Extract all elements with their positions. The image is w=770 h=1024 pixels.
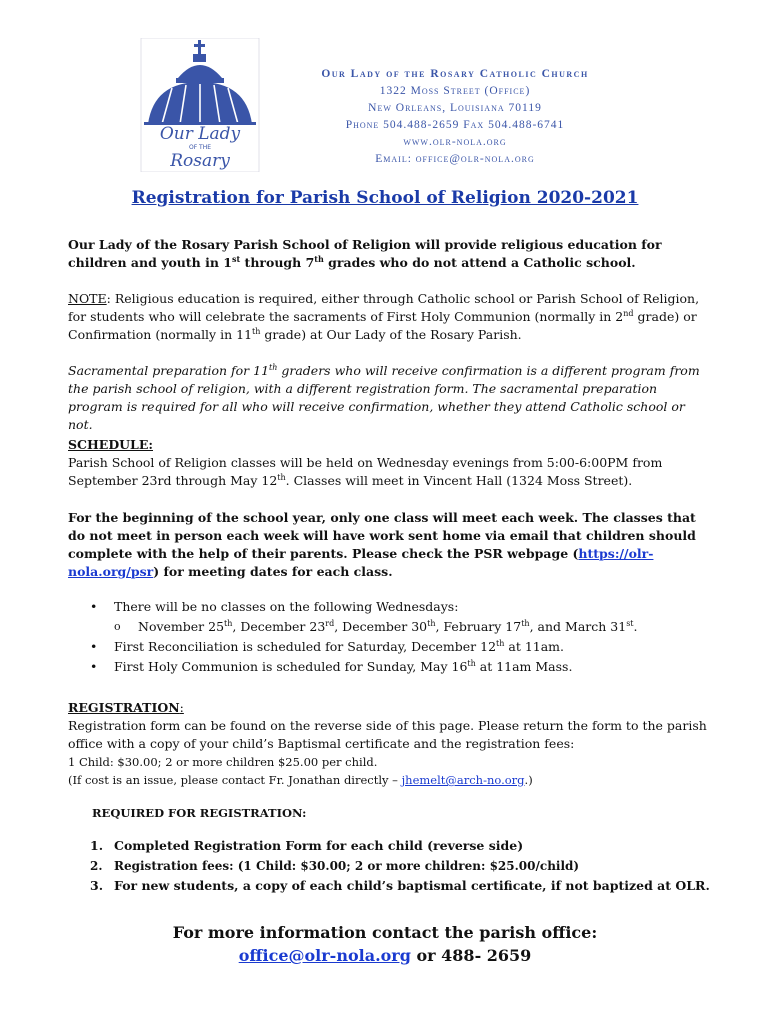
list-item: 2. Registration fees: (1 Child: $30.00; 2 or more children: $25.00/child) xyxy=(90,859,580,873)
registration-heading: REGISTRATION: xyxy=(68,700,184,715)
registration-text: Registration form can be found on the reverse side of this page. Please return the form to the parish office with a copy of your child’s Baptismal certificate and the registration fees: xyxy=(68,718,707,751)
footer-line1: For more information contact the parish office: xyxy=(172,923,598,942)
required-heading: REQUIRED FOR REGISTRATION: xyxy=(92,806,307,820)
church-email[interactable]: Email: office@olr-nola.org xyxy=(375,153,535,165)
office-email-link[interactable]: office@olr-nola.org xyxy=(238,946,411,965)
church-city: New Orleans, Louisiana 70119 xyxy=(368,102,542,114)
registration-cost-note: (If cost is an issue, please contact Fr. Jonathan directly – jhemelt@arch-no.org.) xyxy=(68,773,533,787)
schedule-heading: SCHEDULE: xyxy=(68,437,153,452)
church-address: 1322 Moss Street (Office) xyxy=(379,85,531,97)
intro-paragraph: Our Lady of the Rosary Parish School of Religion will provide religious education for children and youth in 1st through 7th grades who do not attend a Catholic school. xyxy=(68,237,662,270)
note-paragraph: NOTE: Religious education is required, either through Catholic school or Parish School of Religion, for students who will celebrate the sacraments of First Holy Communion (normally in 2nd grade) or Confirmation (normally in 11th grade) at Our Lady of the Rosary Parish. xyxy=(68,291,700,342)
logo-line2: OF THE xyxy=(188,144,212,151)
list-item: o November 25th, December 23rd, December 30th, February 17th, and March 31st. xyxy=(90,617,638,637)
schedule-text: Parish School of Religion classes will be held on Wednesday evenings from 5:00-6:00PM from September 23rd through May 12th. Classes will meet in Vincent Hall (1324 Moss Street). xyxy=(68,455,663,488)
list-item: • First Holy Communion is scheduled for Sunday, May 16th at 11am Mass. xyxy=(90,657,638,677)
required-list xyxy=(90,836,710,896)
church-name: Our Lady of the Rosary Catholic Church xyxy=(321,68,589,80)
schedule-bullets xyxy=(90,597,638,677)
logo-line1: Our Lady xyxy=(159,124,241,144)
psr-link[interactable]: https://olr-nola.org/psr xyxy=(68,546,654,579)
registration-section xyxy=(68,699,713,789)
list-item: 1. Completed Registration Form for each child (reverse side) xyxy=(90,838,524,853)
list-item: • There will be no classes on the following Wednesdays: xyxy=(90,597,638,617)
schedule-section xyxy=(68,436,713,490)
church-web[interactable]: www.olr-nola.org xyxy=(403,136,507,148)
footer-line2: office@olr-nola.org or 488- 2659 xyxy=(238,946,532,965)
sacramental-paragraph: Sacramental preparation for 11th graders who will receive confirmation is a different program from the parish school of religion, with a different registration form. The sacramental preparation program is required for all who will receive confirmation, whether they attend Catholic school or not. xyxy=(68,362,700,432)
contact-email-link[interactable]: jhemelt@arch-no.org xyxy=(401,773,525,787)
list-item: • First Reconciliation is scheduled for Saturday, December 12th at 11am. xyxy=(90,637,638,657)
beginning-paragraph: For the beginning of the school year, only one class will meet each week. The classes that do not meet in person each week will have work sent home via email that children should complete with the help of their parents. Please check the PSR webpage (https://olr-nola.org/psr) for meeting dates for each class. xyxy=(68,510,696,579)
list-item: 3. For new students, a copy of each child’s baptismal certificate, if not baptized at OLR. xyxy=(90,878,710,893)
registration-fees: 1 Child: $30.00; 2 or more children $25.00 per child. xyxy=(68,755,378,769)
church-header xyxy=(270,66,640,168)
page-title: Registration for Parish School of Religion 2020-2021 xyxy=(131,188,639,208)
footer-contact xyxy=(0,921,770,967)
parish-logo xyxy=(140,38,260,172)
church-phone: Phone 504.488-2659 Fax 504.488-6741 xyxy=(345,119,565,131)
logo-line3: Rosary xyxy=(170,151,230,171)
